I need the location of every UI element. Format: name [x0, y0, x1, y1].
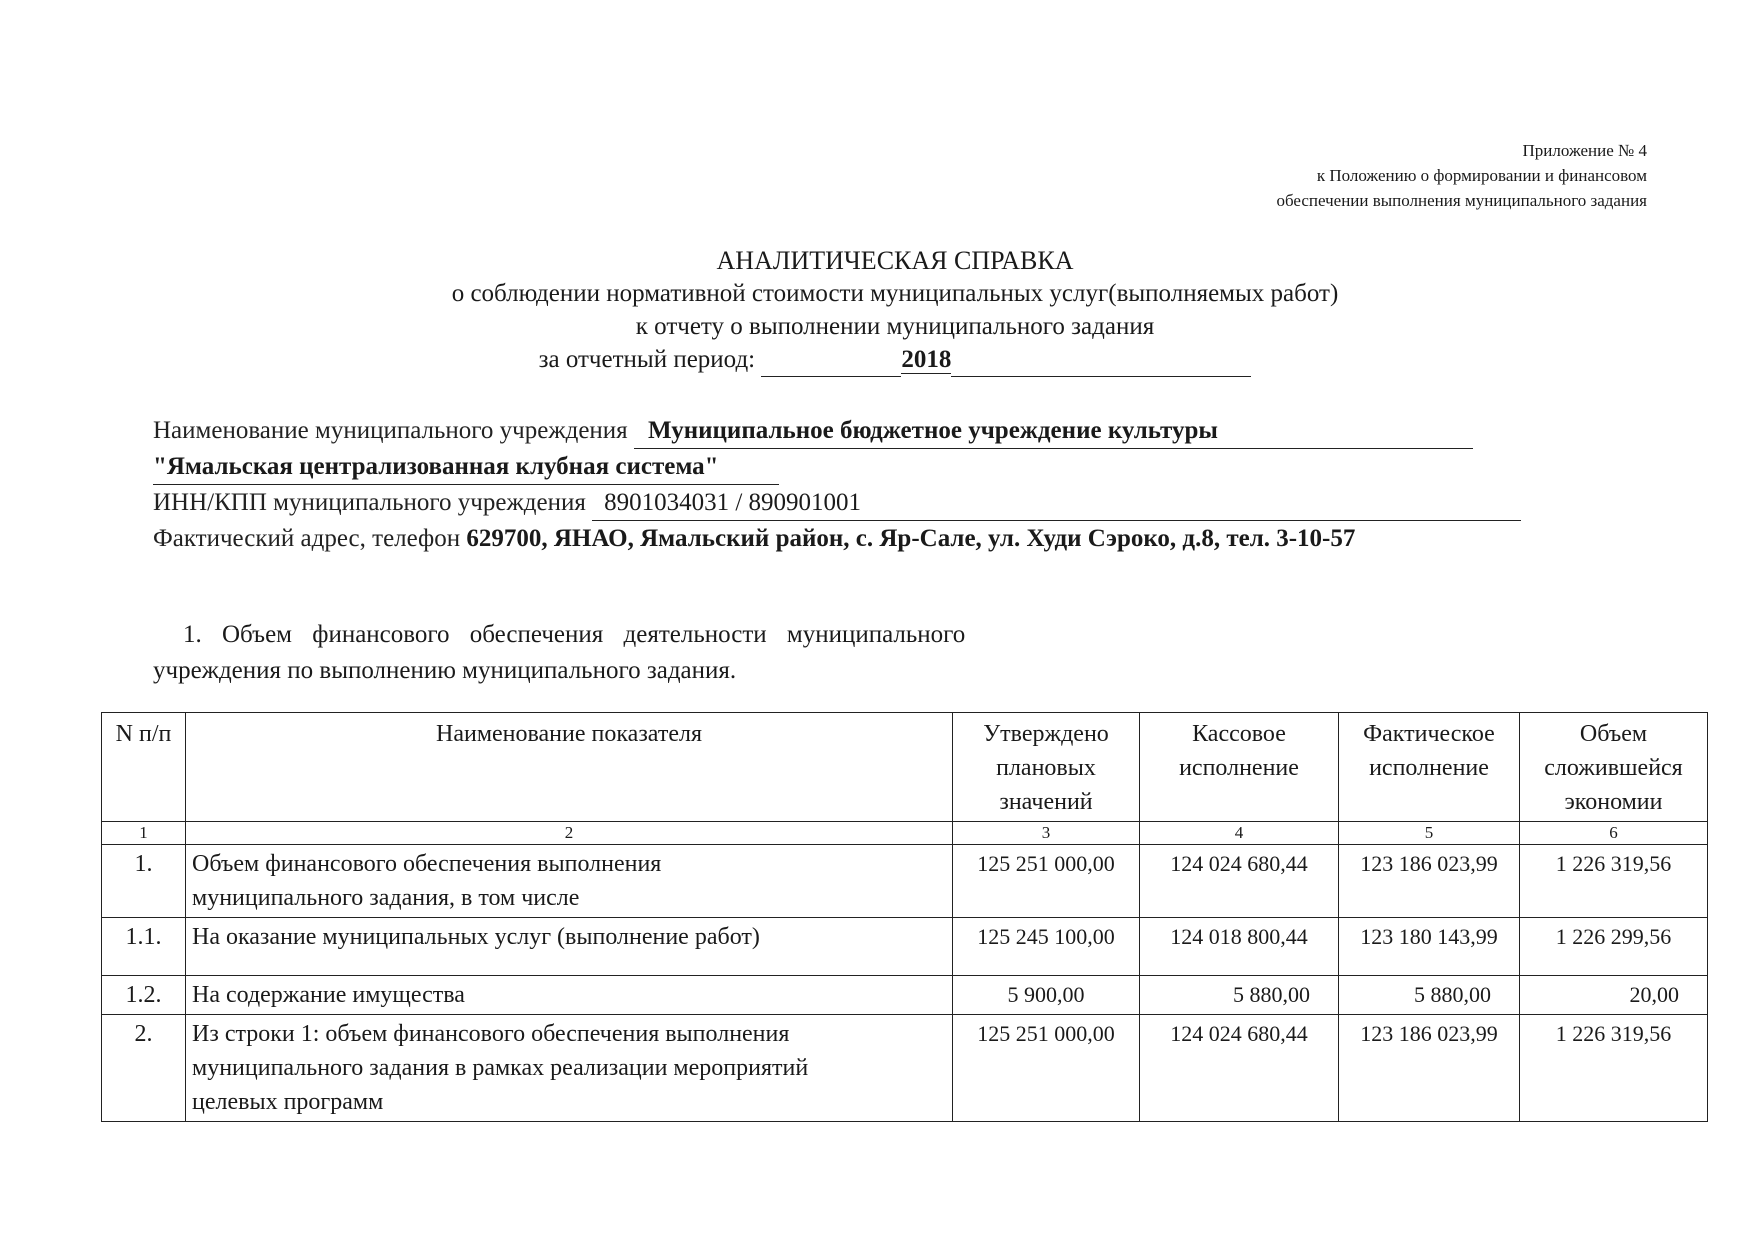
address-value: 629700, ЯНАО, Ямальский район, с. Яр-Сале, ул. Худи Сэроко, д.8, тел. 3-10-57	[466, 525, 1356, 552]
header-name: Наименование показателя	[186, 713, 953, 822]
col-number: 6	[1520, 822, 1708, 845]
row-economy: 1 226 299,56	[1520, 918, 1708, 976]
period-value: 2018	[901, 346, 952, 373]
row-approved: 125 251 000,00	[953, 1015, 1140, 1122]
row-approved: 125 251 000,00	[953, 845, 1140, 918]
financial-table	[101, 712, 1708, 1122]
section-heading	[153, 617, 1153, 689]
appendix-note	[1276, 138, 1647, 213]
row-number: 1.1.	[102, 918, 186, 976]
appendix-line-1: Приложение № 4	[1522, 141, 1647, 160]
header-actual: Фактическое исполнение	[1339, 713, 1520, 822]
table-row	[102, 976, 1708, 1015]
section-heading-line-2: учреждения по выполнению муниципального задания.	[153, 657, 737, 684]
row-cash: 124 018 800,44	[1140, 918, 1339, 976]
row-name: Объем финансового обеспечения выполнения муниципального задания, в том числе	[186, 845, 953, 918]
row-actual: 5 880,00	[1339, 976, 1520, 1015]
org-name-row	[153, 413, 1633, 449]
row-name: Из строки 1: объем финансового обеспечения выполнения муниципального задания в рамках реализации мероприятий целевых программ	[186, 1015, 953, 1122]
header-num: N п/п	[102, 713, 186, 822]
col-number: 3	[953, 822, 1140, 845]
column-number-row	[102, 822, 1708, 845]
row-cash: 5 880,00	[1140, 976, 1339, 1015]
inn-kpp-label: ИНН/КПП муниципального учреждения	[153, 489, 586, 516]
row-economy: 1 226 319,56	[1520, 845, 1708, 918]
document-subtitle-2: к отчету о выполнении муниципального задания	[635, 313, 1155, 340]
org-name-label: Наименование муниципального учреждения	[153, 417, 628, 444]
kpp-value: 890901001	[749, 485, 862, 521]
table-row	[102, 918, 1708, 976]
row-actual: 123 186 023,99	[1339, 1015, 1520, 1122]
address-row	[153, 521, 1633, 556]
row-name: На оказание муниципальных услуг (выполнение работ)	[186, 918, 953, 976]
org-name-value-2: "Ямальская централизованная клубная система"	[153, 449, 719, 485]
kpp-separator: /	[735, 489, 743, 516]
col-number: 4	[1140, 822, 1339, 845]
row-actual: 123 180 143,99	[1339, 918, 1520, 976]
col-number: 2	[186, 822, 953, 845]
row-actual: 123 186 023,99	[1339, 845, 1520, 918]
table-row	[102, 1015, 1708, 1122]
section-heading-line-1: 1. Объем финансового обеспечения деятельности муниципального	[183, 621, 966, 648]
row-number: 1.2.	[102, 976, 186, 1015]
reporting-period	[539, 343, 1252, 377]
org-name-value-1: Муниципальное бюджетное учреждение культуры	[648, 413, 1218, 449]
header-cash: Кассовое исполнение	[1140, 713, 1339, 822]
row-number: 1.	[102, 845, 186, 918]
document-title-block	[0, 244, 1755, 377]
document-subtitle-1: о соблюдении нормативной стоимости муниципальных услуг(выполняемых работ)	[451, 280, 1339, 307]
row-approved: 125 245 100,00	[953, 918, 1140, 976]
appendix-line-3: обеспечении выполнения муниципального задания	[1276, 191, 1647, 210]
header-approved: Утверждено плановых значений	[953, 713, 1140, 822]
row-cash: 124 024 680,44	[1140, 1015, 1339, 1122]
col-number: 1	[102, 822, 186, 845]
address-label: Фактический адрес, телефон	[153, 525, 461, 552]
inn-kpp-row	[153, 485, 1633, 521]
header-economy: Объем сложившейся экономии	[1520, 713, 1708, 822]
table-header-row	[102, 713, 1708, 822]
period-label: за отчетный период:	[538, 346, 756, 373]
row-name: На содержание имущества	[186, 976, 953, 1015]
row-approved: 5 900,00	[953, 976, 1140, 1015]
col-number: 5	[1339, 822, 1520, 845]
inn-value: 8901034031	[604, 485, 729, 521]
row-cash: 124 024 680,44	[1140, 845, 1339, 918]
appendix-line-2: к Положению о формировании и финансовом	[1316, 166, 1647, 185]
document-title: АНАЛИТИЧЕСКАЯ СПРАВКА	[716, 246, 1074, 275]
row-economy: 20,00	[1520, 976, 1708, 1015]
row-number: 2.	[102, 1015, 186, 1122]
organization-info	[153, 413, 1633, 556]
org-name-row-2	[153, 449, 1633, 485]
table-row	[102, 845, 1708, 918]
row-economy: 1 226 319,56	[1520, 1015, 1708, 1122]
